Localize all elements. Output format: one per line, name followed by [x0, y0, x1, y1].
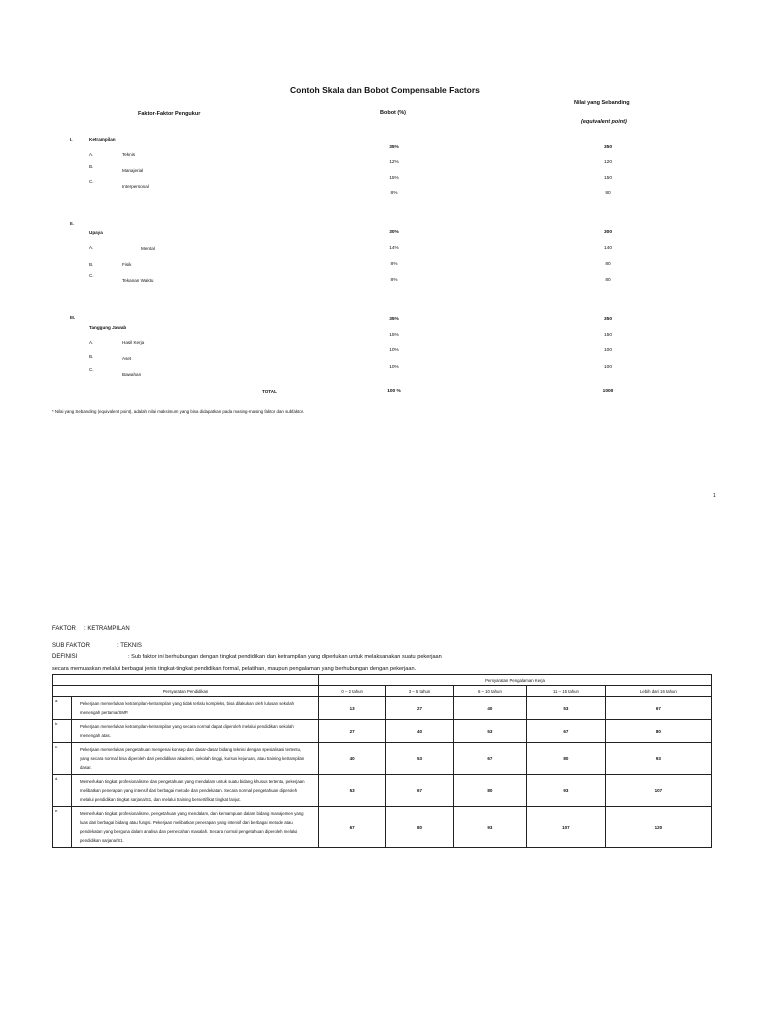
item-letter: A.	[89, 245, 94, 250]
header-nilai-sub: (equivalent point)	[581, 119, 627, 125]
item-nilai: 80	[605, 191, 611, 196]
item-letter: B.	[89, 164, 94, 169]
row-desc: Memerlukan tingkat profesionalisme, pengetahuan yang mendalam, dan kemampuan dalam bidang manajemen yang luas dari berbagai bidang atau fungsi. Pekerjaan melibatkan penerapan yang intensif dari berbagai metode atau pendekatan yang berguna dalam analisa dan pemecahan masalah. Secara normal pengetahuan diperoleh melalui pendidikan sarjana/S1.	[72, 807, 319, 848]
item-nilai: 150	[603, 176, 612, 181]
cell-value: 80	[386, 807, 453, 848]
item-label: Fisik	[122, 262, 132, 267]
cell-value: 67	[319, 807, 386, 848]
item-letter: A.	[89, 152, 94, 157]
total-bobot: 100 %	[387, 389, 401, 394]
subfaktor-label: SUB FAKTOR	[52, 643, 90, 649]
cell-value: 27	[386, 697, 453, 720]
item-label: Aset	[122, 356, 132, 361]
cell-value: 67	[527, 720, 606, 743]
cell-value: 40	[319, 743, 386, 775]
definisi-value: : Sub faktor ini berhubungan dengan tingkat pendidikan dan ketrampilan yang diperlukan untuk melaksanakan suatu pekerjaan	[128, 654, 442, 660]
header-nilai: Nilai yang Sebanding	[574, 100, 630, 106]
item-letter: B.	[89, 354, 94, 359]
item-label: Mental	[141, 246, 155, 251]
cell-value: 27	[319, 720, 386, 743]
row-desc: Memerlukan tingkat profesionalisme dan pengetahuan yang mendalam untuk suatu bidang khusus tertentu, pekerjaan melibatkan penerapan yang intensif dari berbagai metode dan pendekatan. Secara normal pengetahuan diperoleh melalui pendidikan tingkat sarjana/S1, dan melalui training bersertifikat tingkat lanjut.	[72, 775, 319, 807]
section-nilai: 350	[603, 145, 612, 150]
item-bobot: 15%	[389, 176, 399, 181]
item-label: Tekanan Waktu	[122, 278, 154, 283]
item-label: Interpersonal	[122, 184, 149, 189]
item-label: Manajerial	[122, 168, 144, 173]
col-exp: 6 – 10 tahun	[453, 686, 526, 697]
section-nilai: 300	[603, 230, 612, 235]
section-roman: III.	[70, 315, 76, 320]
item-nilai: 150	[603, 333, 612, 338]
row-key: a.	[53, 697, 72, 720]
col-pendidikan: Persyaratan Pendidikan	[53, 686, 319, 697]
cell-value: 67	[605, 697, 711, 720]
cell-value: 80	[453, 775, 526, 807]
cell-value: 80	[527, 743, 606, 775]
item-bobot: 15%	[389, 333, 399, 338]
row-key: c.	[53, 743, 72, 775]
cell-value: 53	[319, 775, 386, 807]
cell-value: 53	[527, 697, 606, 720]
definisi-continued: secara memuaskan melalui berbagai jenis tingkat-tingkat pendidikan formal, pelatihan, maupun pengalaman yang berhubungan dengan pekerjaan.	[52, 666, 417, 672]
table-row	[53, 743, 712, 775]
table-row	[53, 720, 712, 743]
table-row	[53, 775, 712, 807]
table-header-row	[53, 686, 712, 697]
total-label: TOTAL	[262, 389, 277, 394]
subfaktor-value: : TEKNIS	[117, 643, 142, 649]
header-bobot: Bobot (%)	[380, 110, 406, 116]
item-letter: A.	[89, 340, 94, 345]
faktor-value: : KETRAMPILAN	[84, 626, 130, 632]
item-letter: C.	[89, 179, 94, 184]
item-nilai: 140	[603, 246, 612, 251]
total-nilai: 1000	[602, 389, 614, 394]
section-name: Upaya	[89, 230, 103, 235]
section-roman: II.	[70, 221, 74, 226]
cell-value: 13	[319, 697, 386, 720]
cell-value: 40	[453, 697, 526, 720]
row-key: b.	[53, 720, 72, 743]
item-letter: B.	[89, 262, 94, 267]
cell-value: 107	[605, 775, 711, 807]
faktor-label: FAKTOR	[52, 626, 76, 632]
cell-value: 93	[605, 743, 711, 775]
page-number: 1	[713, 493, 716, 499]
cell-value: 120	[605, 807, 711, 848]
cell-value: 53	[386, 743, 453, 775]
cell-value: 93	[527, 775, 606, 807]
table-corner	[53, 675, 319, 686]
table-row	[53, 697, 712, 720]
item-label: Teknis	[122, 152, 136, 157]
section-bobot: 35%	[389, 145, 399, 150]
cell-value: 40	[386, 720, 453, 743]
row-desc: Pekerjaan memerlukan pengetahuan mengenai konsep dan dasar-dasar bidang teknisi dengan spesialisasi tertentu, yang secara normal bisa diperoleh dari pendidikan akademi, sekolah tinggi, kursus kejuruan, atau training ketrampilan dasar.	[72, 743, 319, 775]
section-nilai: 350	[603, 317, 612, 322]
item-label: Hasil Kerja	[122, 340, 145, 345]
row-key: e.	[53, 807, 72, 848]
footnote: * Nilai yang Sebanding (equivalent point), adalah nilai maksimum yang bisa didapatkan pada masing-masing faktor dan subfaktor.	[52, 409, 305, 414]
table-group-row	[53, 675, 712, 686]
definisi-label: DEFINISI	[52, 654, 78, 660]
item-nilai: 100	[603, 348, 612, 353]
item-bobot: 8%	[390, 191, 398, 196]
cell-value: 107	[527, 807, 606, 848]
skala-table	[52, 674, 712, 848]
section-name: Tanggung Jawab	[89, 325, 127, 330]
section-roman: I.	[70, 137, 73, 142]
cell-value: 80	[605, 720, 711, 743]
col-exp: Lebih dari 16 tahun	[605, 686, 711, 697]
item-letter: C.	[89, 273, 94, 278]
item-bobot: 10%	[389, 365, 399, 370]
cell-value: 53	[453, 720, 526, 743]
item-bobot: 10%	[389, 348, 399, 353]
col-exp: 3 – 5 tahun	[386, 686, 453, 697]
item-nilai: 80	[605, 278, 611, 283]
section-bobot: 30%	[389, 230, 399, 235]
item-letter: C.	[89, 367, 94, 372]
section-name: Ketrampilan	[89, 137, 116, 142]
item-bobot: 8%	[390, 262, 398, 267]
table-row	[53, 807, 712, 848]
item-bobot: 12%	[389, 160, 399, 165]
item-bobot: 8%	[390, 278, 398, 283]
group-header: Persyaratan Pengalaman Kerja	[319, 675, 712, 686]
header-faktor: Faktor-Faktor Pengukur	[138, 111, 201, 117]
page-title: Contoh Skala dan Bobot Compensable Factors	[290, 85, 480, 95]
item-bobot: 14%	[389, 246, 399, 251]
item-nilai: 100	[603, 365, 612, 370]
row-desc: Pekerjaan memerlukan ketrampilan-ketrampilan yang secara normal dapat diperoleh melalui pendidikan sekolah menengah atas.	[72, 720, 319, 743]
item-nilai: 80	[605, 262, 611, 267]
row-key: d.	[53, 775, 72, 807]
row-desc: Pekerjaan memerlukan ketrampilan-ketrampilan yang tidak terlalu kompleks, bisa dilakukan oleh lulusan sekolah menengah pertama/SMP.	[72, 697, 319, 720]
col-exp: 11 – 15 tahun	[527, 686, 606, 697]
col-exp: 0 – 2 tahun	[319, 686, 386, 697]
item-nilai: 120	[603, 160, 612, 165]
item-label: Bawahan	[122, 372, 142, 377]
cell-value: 93	[453, 807, 526, 848]
cell-value: 67	[453, 743, 526, 775]
section-bobot: 35%	[389, 317, 399, 322]
cell-value: 67	[386, 775, 453, 807]
